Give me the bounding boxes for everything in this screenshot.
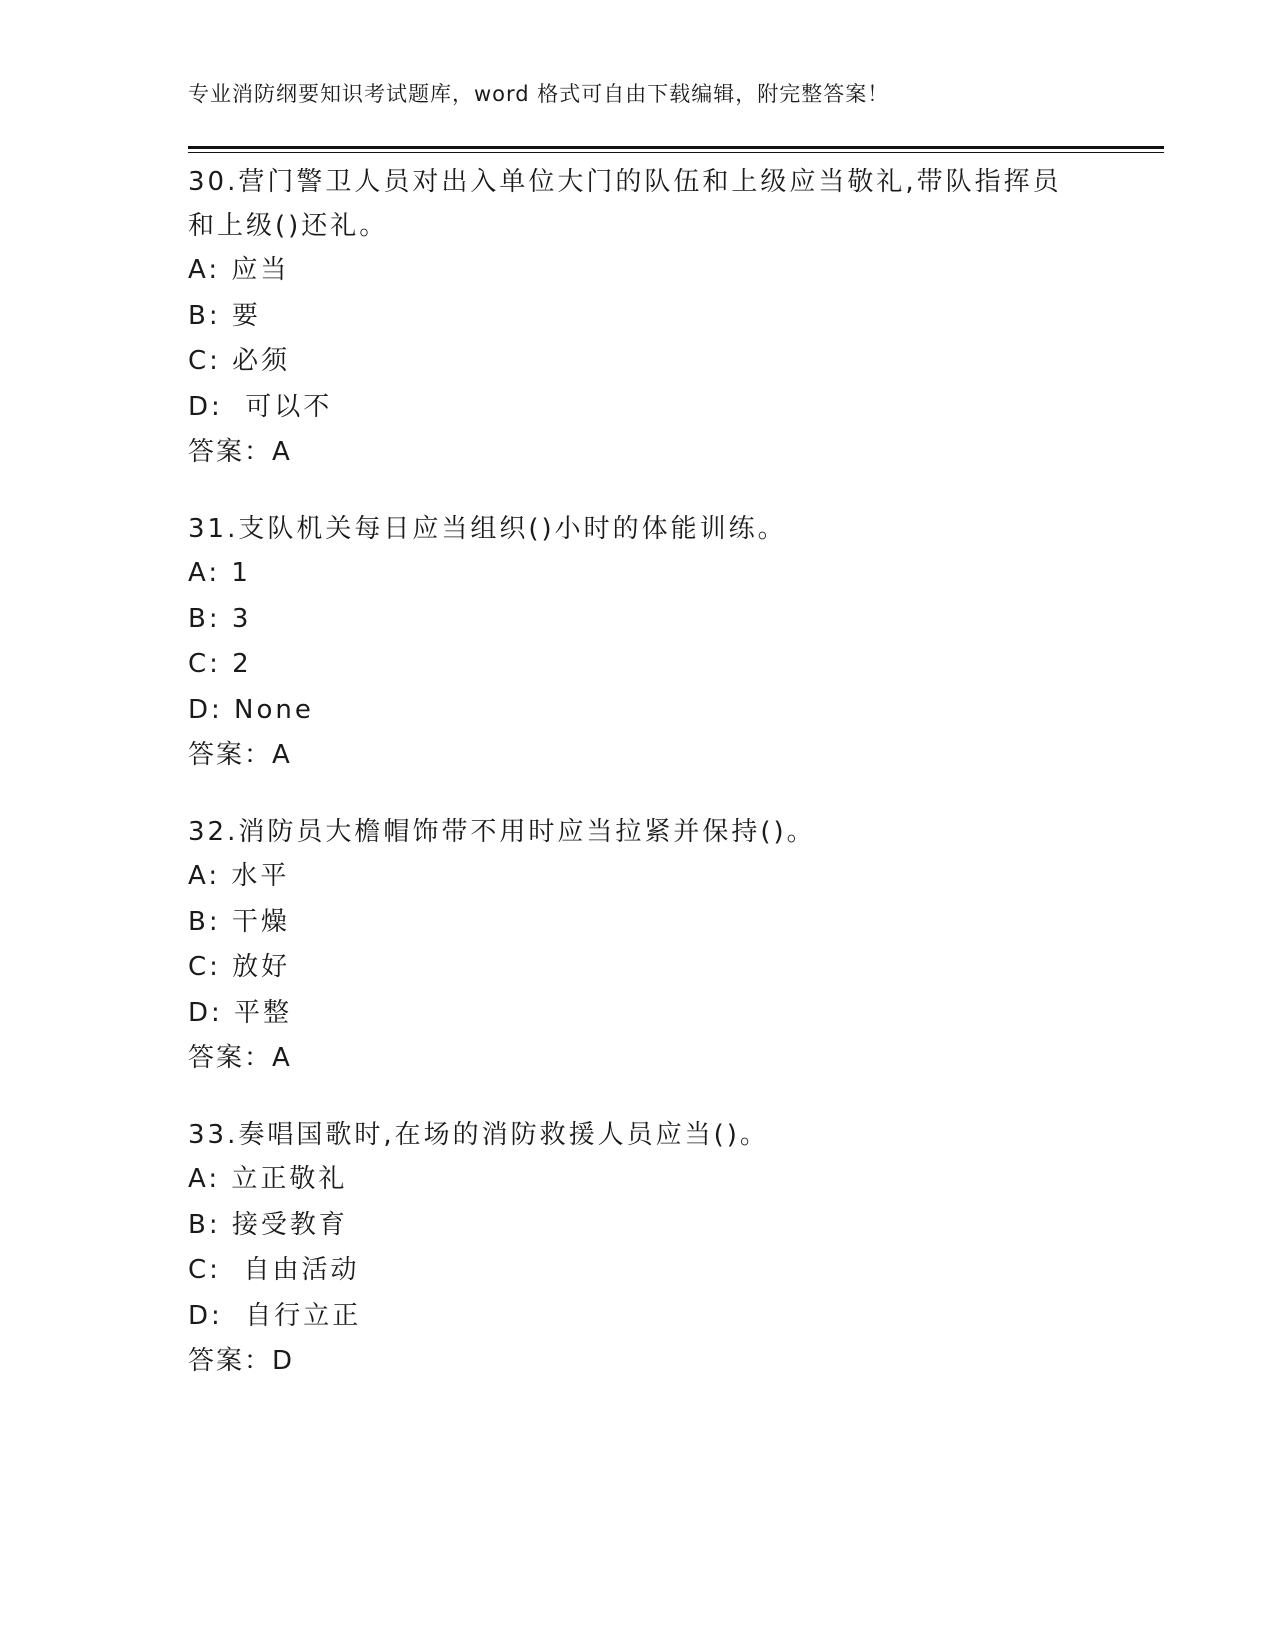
question-stem: 33.奏唱国歌时,在场的消防救援人员应当()。 <box>188 1120 769 1150</box>
option-d: D: None <box>188 694 314 725</box>
option-c: C: 自由活动 <box>188 1255 360 1285</box>
option-d: D: 自行立正 <box>188 1300 362 1331</box>
option-d: D: 可以不 <box>188 391 333 422</box>
question-list <box>188 160 1088 1416</box>
option-b: B: 干燥 <box>188 906 290 937</box>
answer-line: 答案：A <box>188 437 292 467</box>
question-32 <box>188 810 1088 1081</box>
option-a: A: 水平 <box>188 861 290 891</box>
option-c: C: 必须 <box>188 346 291 376</box>
header-rule-thick <box>188 146 1164 149</box>
answer-line: 答案：D <box>188 1346 295 1376</box>
option-a: A: 立正敬礼 <box>188 1164 348 1194</box>
question-30 <box>188 160 1088 475</box>
answer-line: 答案：A <box>188 740 292 770</box>
question-stem: 31.支队机关每日应当组织()小时的体能训练。 <box>188 514 787 544</box>
option-c: C: 2 <box>188 649 252 679</box>
option-d: D: 平整 <box>188 997 293 1028</box>
option-c: C: 放好 <box>188 952 291 982</box>
option-b: B: 要 <box>188 300 261 331</box>
question-31 <box>188 507 1088 778</box>
question-stem: 30.营门警卫人员对出入单位大门的队伍和上级应当敬礼,带队指挥员和上级()还礼。 <box>188 167 1062 241</box>
option-b: B: 接受教育 <box>188 1209 348 1240</box>
option-a: A: 应当 <box>188 255 290 285</box>
option-a: A: 1 <box>188 558 251 588</box>
answer-line: 答案：A <box>188 1043 292 1073</box>
header-rule-thin <box>188 152 1164 153</box>
page-header: 专业消防纲要知识考试题库，word 格式可自由下载编辑，附完整答案！ <box>188 82 890 106</box>
question-33 <box>188 1113 1088 1384</box>
option-b: B: 3 <box>188 603 252 634</box>
question-stem: 32.消防员大檐帽饰带不用时应当拉紧并保持()。 <box>188 817 816 847</box>
